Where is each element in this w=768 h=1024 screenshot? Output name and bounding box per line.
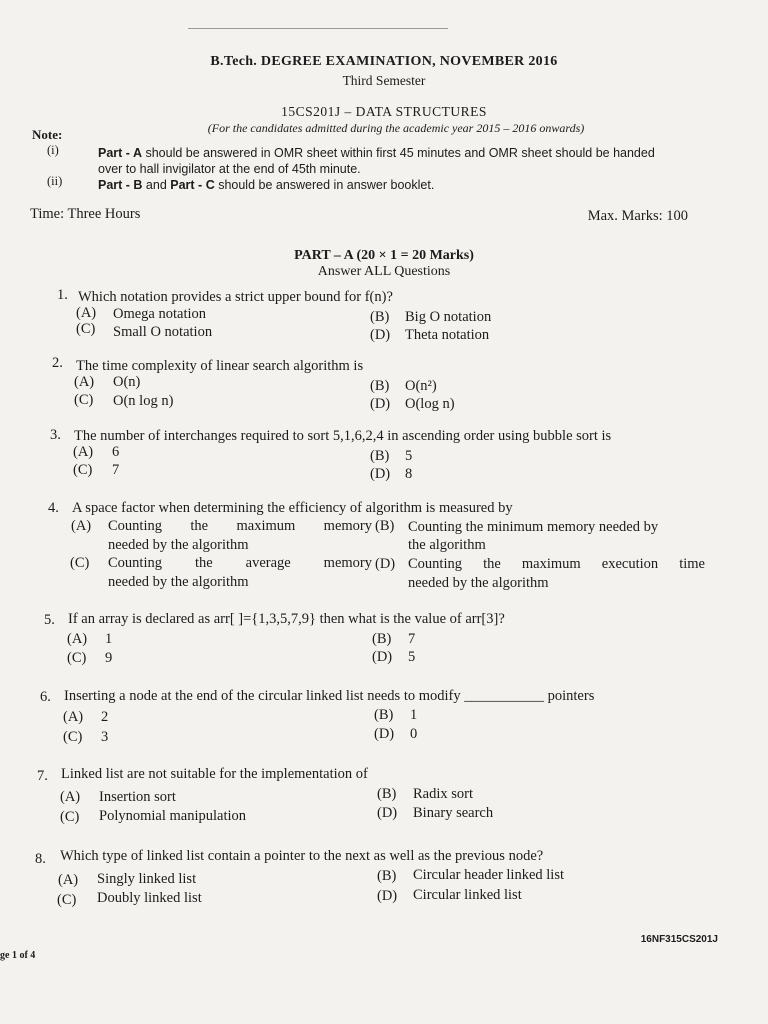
question-number: 7. — [37, 768, 48, 784]
option-label-a: (A) — [60, 789, 81, 805]
option-c: Doubly linked list — [97, 890, 202, 906]
option-d: 0 — [410, 726, 418, 742]
option-label-c: (C) — [63, 729, 83, 745]
option-label-c: (C) — [73, 462, 93, 478]
question-text: If an array is declared as arr[ ]={1,3,5,7,9} then what is the value of arr[3]? — [68, 611, 505, 627]
option-label-a: (A) — [74, 374, 95, 390]
option-d: Theta notation — [405, 327, 490, 343]
option-label-a: (A) — [71, 518, 92, 534]
paper-code: 16NF315CS201J — [640, 934, 718, 945]
option-label-b: (B) — [375, 518, 395, 534]
option-d: Circular linked list — [413, 887, 522, 903]
option-label-c: (C) — [74, 392, 94, 408]
option-c: 7 — [112, 462, 120, 478]
option-label-d: (D) — [374, 726, 395, 742]
option-label-b: (B) — [370, 448, 390, 464]
option-label-d: (D) — [370, 396, 391, 412]
option-label-a: (A) — [73, 444, 94, 460]
option-a: 6 — [112, 444, 120, 460]
option-a: Omega notation — [113, 306, 207, 322]
exam-title: B.Tech. DEGREE EXAMINATION, NOVEMBER 2016 — [210, 54, 558, 69]
option-label-b: (B) — [370, 309, 390, 325]
option-label-c: (C) — [76, 321, 96, 337]
option-label-d: (D) — [372, 649, 393, 665]
option-d: Binary search — [413, 805, 494, 821]
option-d: 8 — [405, 466, 413, 482]
note-num-2: (ii) — [47, 174, 63, 188]
candidates-note: (For the candidates admitted during the academic year 2015 – 2016 onwards) — [207, 121, 585, 135]
option-d-line1: Counting the maximum execution time — [408, 556, 705, 572]
option-b-line1: Counting the minimum memory needed by — [408, 519, 659, 535]
option-c: Small O notation — [113, 324, 213, 340]
option-b-line2: the algorithm — [408, 537, 486, 553]
option-label-b: (B) — [377, 868, 397, 884]
option-label-d: (D) — [370, 327, 391, 343]
option-label-a: (A) — [67, 631, 88, 647]
option-label-d: (D) — [375, 556, 396, 572]
option-label-c: (C) — [60, 809, 80, 825]
time-allowed: Time: Three Hours — [30, 206, 141, 222]
option-label-a: (A) — [63, 709, 84, 725]
option-b: 5 — [405, 448, 413, 464]
question-number: 6. — [40, 689, 51, 705]
question-text: Inserting a node at the end of the circular linked list needs to modify ___________ pointers — [64, 688, 595, 704]
note-item-1-line1: Part - A should be answered in OMR sheet within first 45 minutes and OMR sheet should be handed — [98, 146, 655, 160]
option-label-c: (C) — [70, 555, 90, 571]
option-label-d: (D) — [370, 466, 391, 482]
question-number: 5. — [44, 612, 55, 628]
question-number: 1. — [57, 287, 68, 303]
part-a-title: PART – A (20 × 1 = 20 Marks) — [294, 248, 474, 263]
question-number: 2. — [52, 355, 63, 371]
option-a: 2 — [101, 709, 109, 725]
top-rule — [188, 28, 448, 29]
page-number: ge 1 of 4 — [0, 950, 36, 961]
option-label-c: (C) — [67, 650, 87, 666]
option-label-d: (D) — [377, 805, 398, 821]
option-label-b: (B) — [374, 707, 394, 723]
option-d-line2: needed by the algorithm — [408, 575, 549, 591]
question-text: Which type of linked list contain a pointer to the next as well as the previous node? — [60, 848, 544, 864]
note-num-1: (i) — [47, 143, 59, 157]
option-a: Insertion sort — [99, 789, 176, 805]
option-a-line2: needed by the algorithm — [108, 537, 249, 553]
option-c: 3 — [101, 729, 109, 745]
note-label: Note: — [32, 127, 63, 142]
option-b: Big O notation — [405, 309, 492, 325]
option-c-line2: needed by the algorithm — [108, 574, 249, 590]
option-label-b: (B) — [377, 786, 397, 802]
option-a: 1 — [105, 631, 113, 647]
question-text: Which notation provides a strict upper bound for f(n)? — [78, 289, 393, 305]
question-text: The number of interchanges required to sort 5,1,6,2,4 in ascending order using bubble sort is — [74, 428, 612, 444]
note-item-1-line2: over to hall invigilator at the end of 45th minute. — [98, 162, 361, 176]
question-number: 8. — [35, 851, 46, 867]
question-text: Linked list are not suitable for the implementation of — [61, 766, 368, 782]
option-label-b: (B) — [370, 378, 390, 394]
option-a-line1: Counting the maximum memory — [108, 518, 372, 534]
semester: Third Semester — [342, 73, 426, 88]
question-number: 3. — [50, 427, 61, 443]
option-b: O(n²) — [405, 378, 437, 394]
max-marks: Max. Marks: 100 — [587, 208, 688, 224]
part-a-instruction: Answer ALL Questions — [317, 264, 451, 279]
question-text: A space factor when determining the efficiency of algorithm is measured by — [72, 500, 513, 516]
option-label-c: (C) — [57, 892, 77, 908]
option-a: O(n) — [113, 374, 141, 390]
option-d: 5 — [408, 649, 416, 665]
option-b: Radix sort — [413, 786, 474, 802]
option-label-d: (D) — [377, 888, 398, 904]
course-title: 15CS201J – DATA STRUCTURES — [281, 104, 487, 119]
option-b: 1 — [410, 707, 418, 723]
option-label-a: (A) — [58, 872, 79, 888]
question-text: The time complexity of linear search algorithm is — [76, 358, 364, 374]
option-a: Singly linked list — [97, 871, 197, 887]
option-c: 9 — [105, 650, 113, 666]
option-label-a: (A) — [76, 305, 97, 321]
option-c-line1: Counting the average memory — [108, 555, 372, 571]
option-c: Polynomial manipulation — [99, 808, 247, 824]
option-c: O(n log n) — [113, 393, 174, 409]
note-item-2: Part - B and Part - C should be answered in answer booklet. — [98, 178, 435, 192]
option-b: Circular header linked list — [413, 867, 564, 883]
option-b: 7 — [408, 631, 416, 647]
question-number: 4. — [48, 500, 59, 516]
option-d: O(log n) — [405, 396, 455, 412]
option-label-b: (B) — [372, 631, 392, 647]
